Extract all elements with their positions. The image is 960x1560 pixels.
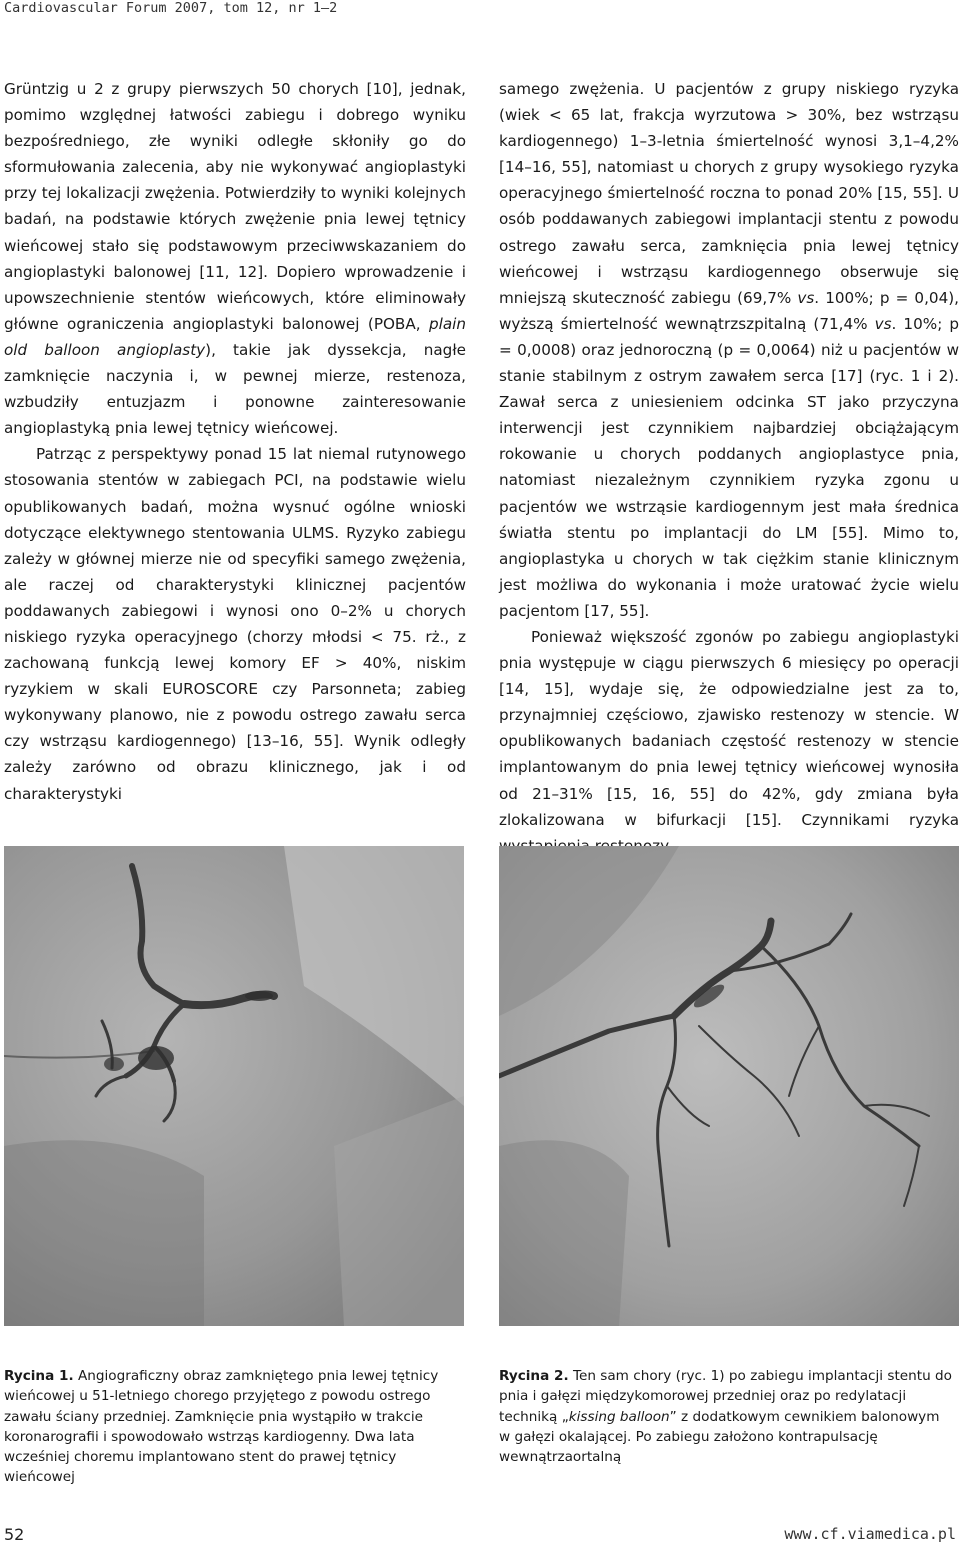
angiogram-image-1 [4, 846, 464, 1326]
figure-2-caption-text-b: ” z dodatkowym cewnikiem balonowym w gałęzi okalającej. Po zabiegu założono kontrapulsację wewnątrzaortalną [499, 1408, 940, 1466]
figure-2-caption-text-a: Ten sam chory (ryc. 1) po zabiegu implantacji stentu do pnia i gałęzi międzykomorowej przedniej oraz po redylatacji techniką „ [499, 1368, 952, 1425]
figure-2-label: Rycina 2. [499, 1368, 569, 1384]
running-header: Cardiovascular Forum 2007, tom 12, nr 1–2 [4, 0, 338, 16]
left-text-column [4, 76, 466, 807]
left-p1-italic: plain old balloon angioplasty [4, 314, 466, 359]
figure-1-label: Rycina 1. [4, 1368, 74, 1384]
right-p1-vs-1: vs [797, 288, 815, 307]
figure-1-caption-text: Angiograficzny obraz zamkniętego pnia lewej tętnicy wieńcowej u 51-letniego chorego przyjętego z powodu ostrego zawału ściany przedniej. Zamknięcie pnia wystąpiło w trakcie koronarografii i spowodowało wstrząs kardiogenny. Dwa lata wcześniej choremu implantowano stent do prawej tętnicy wieńcowej [4, 1368, 439, 1486]
figure-2-caption [499, 1366, 954, 1467]
figure-1-caption [4, 1366, 459, 1488]
left-paragraph-2: Patrząc z perspektywy ponad 15 lat niemal rutynowego stosowania stentów w zabiegach PCI, na podstawie wielu opublikowanych badań, można wysnuć ogólne wnioski dotyczące elektywnego stentowania ULMS. Ryzyko zabiegu zależy w głównej mierze nie od specyfiki samego zwężenia, ale raczej od charakterystyki klinicznej pacjentów poddawanych zabiegowi i wynosi ono 0–2% u chorych niskiego ryzyka operacyjnego (chorzy młodsi < 75. rż., z zachowaną funkcją lewej komory EF > 40%, niskim ryzykiem w skali EUROSCORE czy Parsonneta; zabieg wykonywany planowo, nie z powodu ostrego zawału serca czy wstrząsu kardiogennego) [13–16, 55]. Wynik odległy zależy zarówno od obrazu klinicznego, jak i od charakterystyki [4, 445, 466, 803]
right-p1-text-b: . 100%; p = 0,04), wyższą śmiertelność wewnątrzszpitalną (71,4% [499, 288, 959, 333]
angiogram-image-2 [499, 846, 959, 1326]
left-paragraph-1 [4, 76, 466, 441]
page-number: 52 [4, 1525, 25, 1544]
right-p1-text-a: samego zwężenia. U pacjentów z grupy niskiego ryzyka (wiek < 65 lat, frakcja wyrzutowa > 30%, bez wstrząsu kardiogennego) 1–3-letnia śmiertelność wynosi 3,1–4,2% [14–16, 55], natomiast u chorych z grupy wysokiego ryzyka operacyjnego śmiertelność roczna to ponad 20% [15, 55]. U osób poddawanych zabiegowi implantacji stentu z powodu ostrego zawału serca, zamknięcia pnia lewej tętnicy wieńcowej i wstrząsu kardiogennego obserwuje się mniejszą skuteczność zabiegu (69,7% [499, 80, 959, 307]
left-p1-text-a: Grüntzig u 2 z grupy pierwszych 50 chorych [10], jednak, pomimo względnej łatwości zabiegu i dobrego wyniku bezpośredniego, złe wyniki odległe skłoniły go do sformułowania zalecenia, aby nie wykonywać angioplastyki przy tej lokalizacji zwężenia. Potwierdziły to wyniki kolejnych badań, na podstawie których zwężenie pnia lewej tętnicy wieńcowej stało się podstawowym przeciwwskazaniem do angioplastyki balonowej [11, 12]. Dopiero wprowadzenie i upowszechnienie stentów wieńcowych, które eliminowały główne ograniczenia angioplastyki balonowej (POBA, [4, 80, 466, 333]
right-text-column [499, 76, 959, 859]
journal-url[interactable]: www.cf.viamedica.pl [784, 1525, 956, 1543]
right-p1-vs-2: vs [874, 314, 892, 333]
left-p1-text-b: ), takie jak dyssekcja, nagłe zamknięcie naczynia i, w pewnej mierze, restenoza, wzbudziły entuzjazm i ponowne zainteresowanie angioplastyką pnia lewej tętnicy wieńcowej. [4, 340, 466, 438]
right-paragraph-1 [499, 76, 959, 624]
figure-1-angiogram [4, 846, 464, 1326]
figure-2-caption-italic: kissing balloon [568, 1408, 670, 1425]
right-paragraph-2: Ponieważ większość zgonów po zabiegu angioplastyki pnia występuje w ciągu pierwszych 6 miesięcy po operacji [14, 15], wydaje się, że odpowiedzialne jest za to, przynajmniej częściowo, zjawisko restenozy w stencie. W opublikowanych badaniach częstość restenozy w stencie implantowanym do pnia lewej tętnicy wieńcowej wynosiła od 21–31% [15, 16, 55] do 42%, gdy zmiana była zlokalizowana w bifurkacji [15]. Czynnikami ryzyka [499, 627, 959, 829]
figure-2-angiogram [499, 846, 959, 1326]
right-p1-text-c: . 10%; p = 0,0008) oraz jednoroczną (p = 0,0064) niż u pacjentów w stanie stabilnym z ostrym zawałem serca [17] (ryc. 1 i 2). Zawał serca z uniesieniem odcinka ST jako przyczyna interwencji jest czynnikiem najbardziej obciążającym rokowanie u chorych poddanych angioplastyce pnia, natomiast niezależnym czynnikiem ryzyka zgonu u pacjentów we wstrząsie kardiogennym jest mała średnica światła stentu po implantacji do LM [55]. Mimo to, angioplastyka u chorych w tak ciężkim stanie klinicznym jest możliwa do wykonania i może uratować życie wielu pacjentom [17, 55]. [499, 314, 960, 620]
